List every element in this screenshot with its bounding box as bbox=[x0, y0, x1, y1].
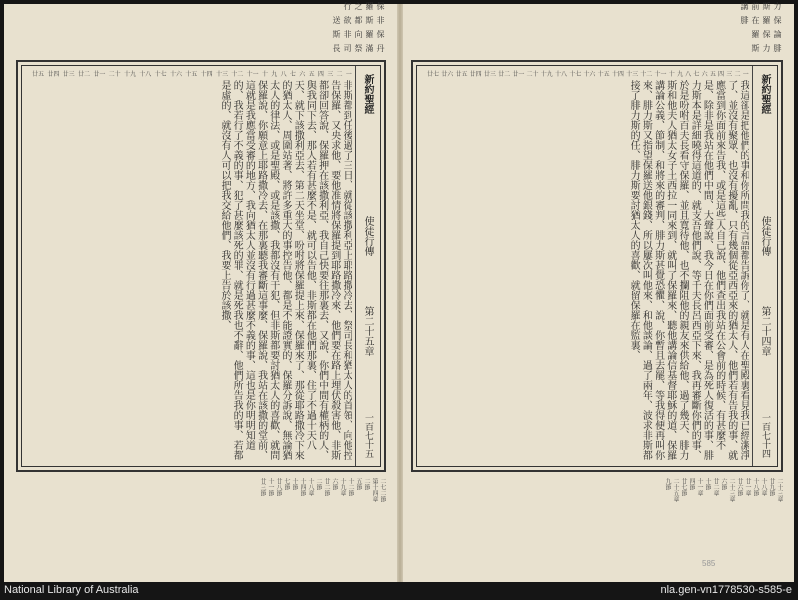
left-body-text: 非斯都到任後過了三日、就從該撒利亞上耶路撒冷去、祭司長和猶太人的首領、向他控告保羅、又央求他、要他准情將保羅提到耶路撒冷來、他們要在路上埋伏殺害他、非斯都卻回答說、保羅押在該撒利亞、我自己快要往那裏去、又說、你們中間有權柄的人、與我同下去、那人若有甚麼不是、就可以告他、非斯都在他們那裏、住了不過十天八天、就下該撒利亞去、第二天坐堂、吩咐將保羅提上來、保羅來了、那從耶路撒冷下來的猶太人、周圍站著、將許多重大的事控告他、都是不能證實的、保羅分訴說、無論猶太人的律法、或是聖殿、或是該撒、我都沒有干犯、但非斯都要討猶太人的喜歡、就問保羅說、你願意上耶路撒冷去、在那裏聽我審斷這事麼、保羅說、我站在該撒的堂前、這就是我應當受審的地方、我向猶太人並沒有行過甚麼不義的事、這也是你明明知道的、我若行了不義的事、犯了甚麼該死的罪、就是死我也不辭、他們所告我的事、若都是虛的、就沒有人可以把我交給他們、我要上告於該撒、 bbox=[218, 80, 352, 460]
left-line-numbers bbox=[32, 69, 352, 77]
cross-reference: 第十四章 bbox=[371, 478, 378, 502]
left-book-title: 使徒行傳 bbox=[362, 216, 373, 256]
cross-reference: 二十三章 bbox=[728, 478, 735, 502]
line-number: 廿三 bbox=[483, 71, 496, 78]
line-number: 廿一 bbox=[93, 71, 106, 78]
line-number: 十二 bbox=[231, 71, 244, 78]
line-number: 十七 bbox=[154, 71, 167, 78]
right-column-rule bbox=[752, 66, 753, 466]
right-running-head: 新約聖經 bbox=[759, 74, 770, 114]
line-number: 三 bbox=[327, 71, 334, 78]
line-number: 廿二 bbox=[77, 71, 90, 78]
right-inner-border bbox=[416, 65, 778, 467]
left-running-head: 新約聖經 bbox=[362, 74, 373, 114]
right-text-frame bbox=[411, 60, 783, 472]
line-number: 九 bbox=[271, 71, 278, 78]
cross-reference: 廿九節 bbox=[768, 478, 775, 496]
left-page-number: 一百七十五 bbox=[363, 413, 373, 458]
right-body-text: 我這卻是把他們的事和你所問我的言語都告訴你了、就是有人在聖殿裏看見我已經潔淨了、並沒有聚眾、也沒有擾亂、只有幾個從亞西亞來的猶太人、他們若有告我的事、就應當到你面前來告我、或是這些人自己說、他們查出我站在公會前的時候、有甚麼不是、除非是我站在他們中間、大聲說、我今日在你們面前受審、是為死人復活的事、腓力斯本是詳細曉得這道的、就支吾他們說、等千夫長呂西亞下來、我再審斷你們的事、於是吩咐百夫長看守保羅、並且寬待他、也不攔阻他的親友來供給他、過了幾天、腓力斯和他夫人猶太女子土西拉一同來到、就叫了保羅來、聽他講論信基督耶穌的道、保羅講論公義、節制、和將來的審判、腓力斯甚覺恐懼、說、你暫且去罷、等我得便再叫你來、腓力斯又指望保羅送他銀錢、所以屢次叫他來、和他談論、過了兩年、波求非斯都接了腓力斯的任、腓力斯要討猶太人的喜歡、就留保羅在監裏、 bbox=[628, 80, 749, 460]
cross-reference: 廿七節 bbox=[680, 478, 687, 496]
cross-reference: 二節 bbox=[363, 478, 370, 490]
cross-reference: 二七二節 bbox=[379, 478, 386, 502]
line-number: 十一 bbox=[246, 71, 259, 78]
cross-reference: 七節 bbox=[283, 478, 290, 490]
cross-reference: 六節 bbox=[720, 478, 727, 490]
line-number: 七 bbox=[289, 71, 296, 78]
left-inner-border bbox=[21, 65, 381, 467]
line-number: 十三 bbox=[215, 71, 228, 78]
marginal-note: 保羅向非斯 bbox=[332, 30, 385, 38]
caption-source: National Library of Australia bbox=[4, 584, 139, 596]
book-gutter bbox=[397, 4, 403, 582]
cross-reference: 十一章 bbox=[696, 478, 703, 496]
line-number: 十 bbox=[261, 71, 268, 78]
line-number: 廿三 bbox=[62, 71, 75, 78]
cross-reference: 十八節 bbox=[752, 478, 759, 496]
line-number: 十七 bbox=[569, 71, 582, 78]
cross-reference: 廿二節 bbox=[323, 478, 330, 496]
cross-reference: 十九章 bbox=[339, 478, 346, 496]
cross-reference: 五節 bbox=[355, 478, 362, 490]
marginal-note: 保羅在腓 bbox=[740, 16, 782, 24]
line-number: 一 bbox=[345, 71, 352, 78]
cross-reference: 十一節 bbox=[267, 478, 274, 496]
cross-reference: 六節 bbox=[331, 478, 338, 490]
line-number: 十六 bbox=[583, 71, 596, 78]
right-line-numbers bbox=[427, 69, 749, 77]
caption-bar bbox=[0, 582, 798, 600]
cross-reference: 二節 bbox=[315, 478, 322, 490]
marginal-note: 非斯都欲送 bbox=[332, 16, 385, 24]
line-number: 六 bbox=[299, 71, 306, 78]
cross-reference: 廿八節 bbox=[275, 478, 282, 496]
marginal-note: 腓力斯 bbox=[751, 44, 782, 52]
cross-reference: 十八章 bbox=[760, 478, 767, 496]
cross-reference: 二十三章 bbox=[776, 478, 783, 502]
cross-reference: 廿一章 bbox=[744, 478, 751, 496]
pencil-page-mark: 585 bbox=[702, 559, 716, 568]
line-number: 十四 bbox=[611, 71, 624, 78]
line-number: 五 bbox=[308, 71, 315, 78]
cross-reference: 九節 bbox=[664, 478, 671, 490]
line-number: 廿五 bbox=[455, 71, 468, 78]
line-number: 十九 bbox=[540, 71, 553, 78]
marginal-note: 論保羅 bbox=[751, 30, 782, 38]
line-number: 廿一 bbox=[512, 71, 525, 78]
line-number: 十六 bbox=[169, 71, 182, 78]
right-references bbox=[413, 478, 783, 558]
line-number: 廿四 bbox=[469, 71, 482, 78]
left-text-frame bbox=[16, 60, 386, 472]
line-number: 八 bbox=[685, 71, 692, 78]
right-marginal-notes bbox=[413, 2, 783, 52]
line-number: 六 bbox=[701, 71, 708, 78]
left-column-rule bbox=[355, 66, 356, 466]
cross-reference: 二十五章 bbox=[672, 478, 679, 502]
left-page bbox=[10, 2, 393, 574]
line-number: 七 bbox=[693, 71, 700, 78]
line-number: 九 bbox=[676, 71, 683, 78]
cross-reference: 十二節 bbox=[347, 478, 354, 496]
line-number: 十 bbox=[668, 71, 675, 78]
line-number: 四 bbox=[317, 71, 324, 78]
marginal-note: 保羅之行 bbox=[343, 2, 385, 10]
line-number: 四 bbox=[718, 71, 725, 78]
line-number: 廿二 bbox=[498, 71, 511, 78]
line-number: 廿七 bbox=[427, 71, 440, 78]
line-number: 二十 bbox=[108, 71, 121, 78]
line-number: 二 bbox=[336, 71, 343, 78]
cross-reference: 廿三節 bbox=[259, 478, 266, 496]
cross-reference: 廿二章 bbox=[712, 478, 719, 496]
marginal-note: 力斯前講 bbox=[740, 2, 782, 10]
line-number: 八 bbox=[280, 71, 287, 78]
right-page bbox=[407, 2, 790, 574]
left-references bbox=[16, 478, 386, 558]
cross-reference: 廿六節 bbox=[736, 478, 743, 496]
cross-reference: 十八章 bbox=[307, 478, 314, 496]
line-number: 十五 bbox=[597, 71, 610, 78]
line-number: 二 bbox=[734, 71, 741, 78]
line-number: 十五 bbox=[185, 71, 198, 78]
line-number: 十二 bbox=[640, 71, 653, 78]
line-number: 十八 bbox=[139, 71, 152, 78]
right-book-title: 使徒行傳 bbox=[759, 216, 770, 256]
line-number: 十三 bbox=[626, 71, 639, 78]
marginal-note: 丹滿祭司長 bbox=[332, 44, 385, 52]
line-number: 十一 bbox=[654, 71, 667, 78]
right-chapter-heading: 第二十四章 bbox=[759, 306, 770, 356]
line-number: 十八 bbox=[554, 71, 567, 78]
line-number: 廿四 bbox=[47, 71, 60, 78]
line-number: 一 bbox=[742, 71, 749, 78]
line-number: 十四 bbox=[200, 71, 213, 78]
caption-identifier: nla.gen-vn1778530-s585-e bbox=[660, 584, 792, 596]
line-number: 三 bbox=[726, 71, 733, 78]
cross-reference: 十節 bbox=[291, 478, 298, 490]
left-marginal-notes bbox=[16, 2, 386, 52]
left-chapter-heading: 第二十五章 bbox=[362, 306, 373, 356]
line-number: 五 bbox=[709, 71, 716, 78]
line-number: 廿六 bbox=[441, 71, 454, 78]
line-number: 二十 bbox=[526, 71, 539, 78]
right-page-number: 一百七十四 bbox=[760, 413, 770, 458]
cross-reference: 十節 bbox=[704, 478, 711, 490]
line-number: 廿五 bbox=[32, 71, 45, 78]
line-number: 十九 bbox=[123, 71, 136, 78]
cross-reference: 十四節 bbox=[299, 478, 306, 496]
cross-reference: 四節 bbox=[688, 478, 695, 490]
